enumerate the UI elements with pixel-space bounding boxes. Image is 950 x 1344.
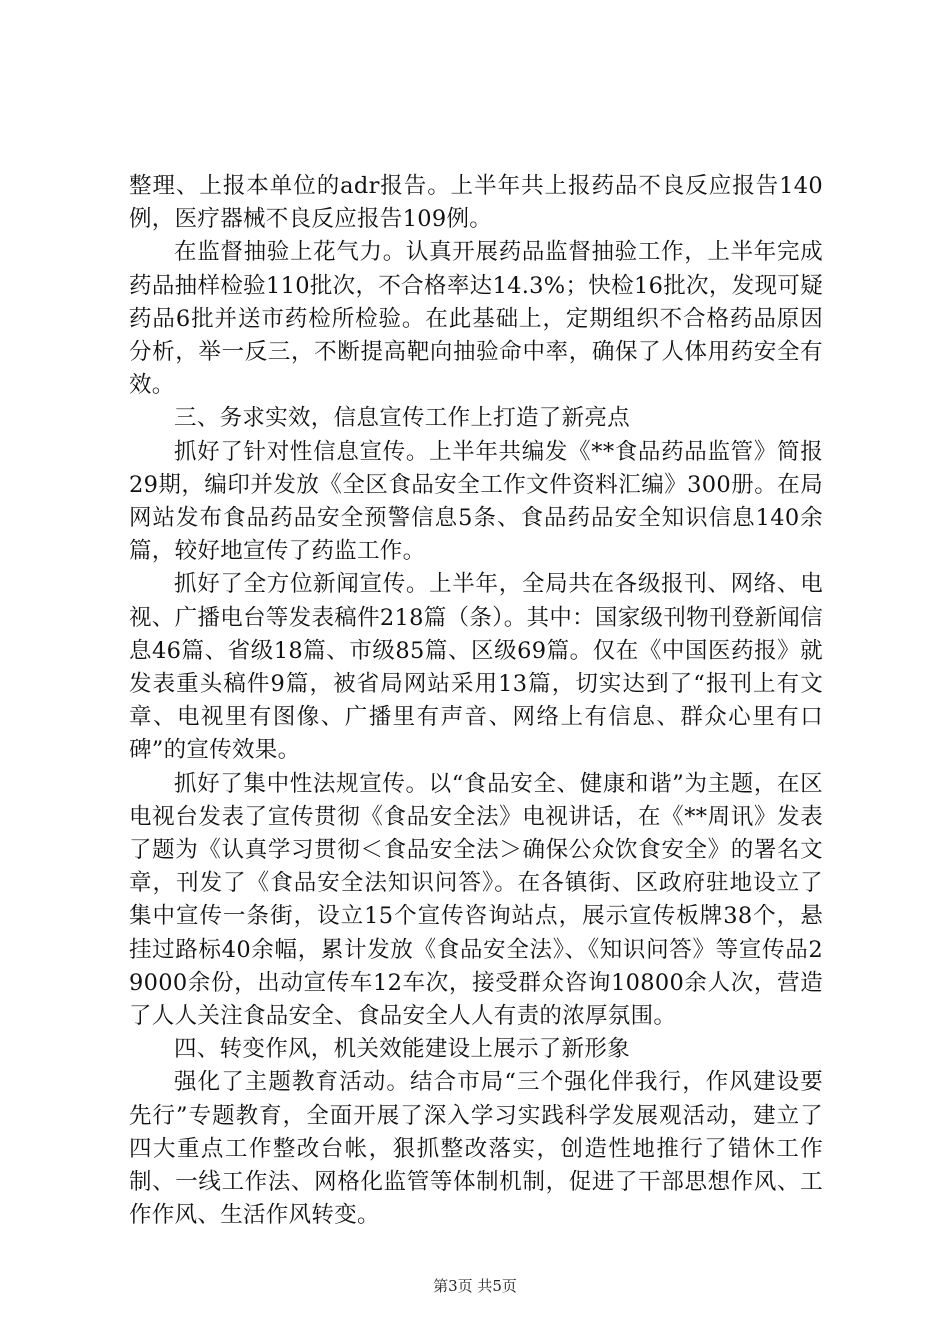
paragraph-theme-education: 强化了主题教育活动。结合市局“三个强化伴我行，作风建设要先行”专题教育，全面开展了深入学习实践科学发展观活动，建立了四大重点工作整改台帐，狠抓整改落实，创造性地推行了错休工作制、一线工作法、网格化监管等体制机制，促进了干部思想作风、工作作风、生活作风转变。 (129, 1069, 823, 1229)
paragraph-law-publicity: 抓好了集中性法规宣传。以“食品安全、健康和谐”为主题，在区电视台发表了宣传贯彻《食品安全法》电视讲话，在《**周讯》发表了题为《认真学习贯彻＜食品安全法＞确保公众饮食安全》的署名文章，刊发了《食品安全法知识问答》。在各镇街、区政府驻地设立了集中宣传一条街，设立15个宣传咨询站点，展示宣传板牌38个，悬挂过路标40余幅，累计发放《食品安全法》、《知识问答》等宣传品29000余份，出动宣传车12车次，接受群众咨询10800余人次，营造了人人关注食品安全、食品安全人人有责的浓厚氛围。 (129, 770, 823, 1030)
section-heading-3: 三、务求实效，信息宣传工作上打造了新亮点 (174, 405, 631, 432)
paragraph-inspection: 在监督抽验上花气力。认真开展药品监督抽验工作，上半年完成药品抽样检验110批次，不合格率达14.3%；快检16批次，发现可疑药品6批并送市药检所检验。在此基础上，定期组织不合格药品原因分析，举一反三，不断提高靶向抽验命中率，确保了人体用药安全有效。 (129, 239, 823, 399)
paragraph-continuation: 整理、上报本单位的adr报告。上半年共上报药品不良反应报告140例，医疗器械不良反应报告109例。 (129, 173, 823, 233)
paragraph-news-publicity: 抓好了全方位新闻宣传。上半年，全局共在各级报刊、网络、电视、广播电台等发表稿件218篇（条）。其中：国家级刊物刊登新闻信息46篇、省级18篇、市级85篇、区级69篇。仅在《中国医药报》就发表重头稿件9篇，被省局网站采用13篇，切实达到了“报刊上有文章、电视里有图像、广播里有声音、网络上有信息、群众心里有口碑”的宣传效果。 (129, 571, 823, 764)
section-heading-4: 四、转变作风，机关效能建设上展示了新形象 (174, 1036, 631, 1063)
page-footer: 第3页 共5页 (433, 1277, 517, 1295)
paragraph-info-publicity: 抓好了针对性信息宣传。上半年共编发《**食品药品监管》简报29期，编印并发放《全区食品安全工作文件资料汇编》300册。在局网站发布食品药品安全预警信息5条、食品药品安全知识信息140余篇，较好地宣传了药监工作。 (129, 438, 823, 565)
document-body (129, 170, 823, 1233)
